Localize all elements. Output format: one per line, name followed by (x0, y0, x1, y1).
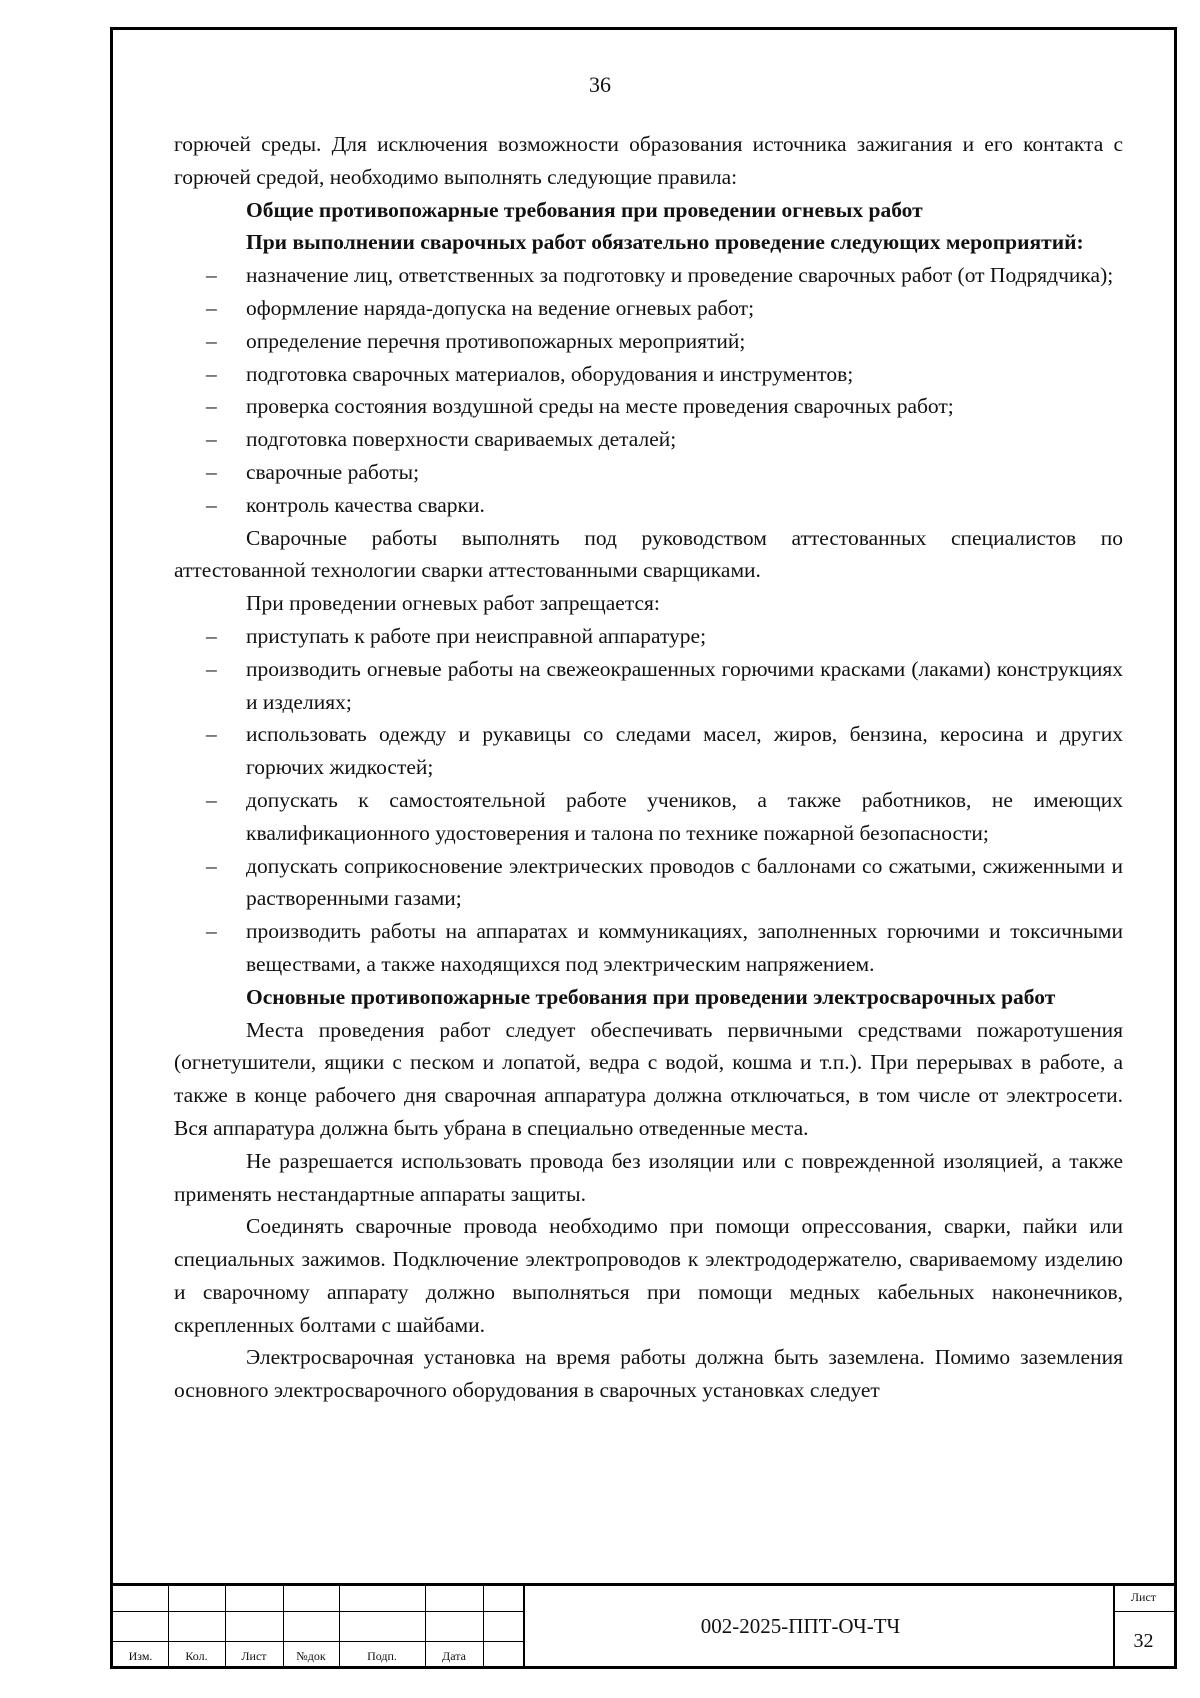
dash-marker: – (206, 919, 217, 944)
list-item (206, 718, 1123, 784)
sheet-number: 32 (1133, 1630, 1154, 1652)
list-item-text: определение перечня противопожарных мероприятий; (246, 328, 746, 353)
caption-doc-number: №док (296, 1649, 326, 1663)
dash-marker: – (206, 623, 217, 648)
document-body (174, 128, 1123, 1407)
list-item (206, 850, 1123, 916)
list-item-text: использовать одежду и рукавицы со следами масел, жиров, бензина, керосина и других горючих жидкостей; (246, 722, 1123, 780)
list-item-text: допускать к самостоятельной работе учеников, а также работников, не имеющих квалификационного удостоверения и талона по технике пожарной безопасности; (246, 787, 1123, 845)
dash-marker: – (206, 295, 217, 320)
caption-revision: Изм. (128, 1649, 153, 1663)
dash-marker: – (206, 459, 217, 484)
dash-marker: – (206, 853, 217, 878)
dash-marker: – (206, 263, 217, 288)
caption-sheet: Лист (241, 1649, 267, 1663)
list-item (206, 423, 1123, 456)
paragraph-grounding: Электросварочная установка на время работы должна быть заземлена. Помимо заземления основного электросварочного оборудования в сварочных установках следует (174, 1345, 1123, 1403)
list-item (206, 325, 1123, 358)
list-item-text: подготовка сварочных материалов, оборудования и инструментов; (246, 361, 854, 386)
dash-marker: – (206, 787, 217, 812)
list-item (206, 358, 1123, 391)
paragraph-certified-welding: Сварочные работы выполнять под руководством аттестованных специалистов по аттестованной технологии сварки аттестованными сварщиками. (174, 525, 1123, 583)
title-block-stamp (113, 1583, 1174, 1666)
paragraph-prohibited-intro: При проведении огневых работ запрещается: (246, 591, 660, 616)
document-code: 002-2025-ППТ-ОЧ-ТЧ (700, 1614, 901, 1638)
list-item (206, 489, 1123, 522)
dash-marker: – (206, 394, 217, 419)
dash-marker: – (206, 722, 217, 747)
dash-marker: – (206, 656, 217, 681)
heading-welding-measures: При выполнении сварочных работ обязательно проведение следующих мероприятий: (246, 230, 1084, 255)
dash-marker: – (206, 328, 217, 353)
paragraph-wire-connection: Соединять сварочные провода необходимо при помощи опрессования, сварки, пайки или специальных зажимов. Подключение электропроводов к электрододержателю, свариваемому изделию и сварочному аппарату должно выполняться при помощи медных кабельных наконечников, скрепленных болтами с шайбами. (174, 1214, 1123, 1337)
dash-marker: – (206, 492, 217, 517)
list-item-text: оформление наряда-допуска на ведение огневых работ; (246, 295, 755, 320)
list-item-text: подготовка поверхности свариваемых деталей; (246, 427, 677, 452)
list-item (206, 292, 1123, 325)
page-number: 36 (589, 72, 611, 97)
prohibited-actions-list (174, 620, 1123, 981)
sheet-caption: Лист (1130, 1590, 1157, 1604)
intro-paragraph: горючей среды. Для исключения возможности образования источника зажигания и его контакта с горючей средой, необходимо выполнять следующие правила: (174, 132, 1123, 189)
list-item (206, 456, 1123, 489)
list-item (206, 784, 1123, 850)
list-item-text: производить огневые работы на свежеокрашенных горючими красками (лаками) конструкциях и изделиях; (246, 656, 1123, 714)
list-item (206, 915, 1123, 981)
caption-quantity: Кол. (185, 1649, 208, 1663)
list-item-text: приступать к работе при неисправной аппаратуре; (246, 623, 707, 648)
list-item (206, 653, 1123, 719)
list-item (206, 259, 1123, 292)
welding-measures-list (174, 259, 1123, 521)
dash-marker: – (206, 361, 217, 386)
dash-marker: – (206, 427, 217, 452)
caption-date: Дата (442, 1649, 466, 1663)
list-item-text: допускать соприкосновение электрических проводов с баллонами со сжатыми, сжиженными и растворенными газами; (246, 853, 1123, 911)
list-item-text: проверка состояния воздушной среды на месте проведения сварочных работ; (246, 394, 954, 419)
list-item-text: производить работы на аппаратах и коммуникациях, заполненных горючими и токсичными веществами, а также находящихся под электрическим напряжением. (246, 919, 1123, 976)
list-item (206, 390, 1123, 423)
list-item-text: контроль качества сварки. (246, 492, 485, 517)
caption-signature: Подп. (367, 1649, 397, 1663)
heading-general-requirements: Общие противопожарные требования при проведении огневых работ (246, 197, 923, 222)
paragraph-wire-insulation: Не разрешается использовать провода без изоляции или с поврежденной изоляцией, а также применять нестандартные аппараты защиты. (174, 1148, 1123, 1206)
list-item-text: назначение лиц, ответственных за подготовку и проведение сварочных работ (от Подрядчика); (246, 263, 1114, 288)
list-item (206, 620, 1123, 653)
paragraph-extinguishing-means: Места проведения работ следует обеспечивать первичными средствами пожаротушения (огнетушители, ящики с песком и лопатой, ведра с водой, кошма и т.п.). При перерывах в работе, а также в конце рабочего дня сварочная аппаратура должна отключаться, в том числе от электросети. Вся аппаратура должна быть убрана в специально отведенные места. (174, 1017, 1123, 1140)
heading-electrowelding-requirements: Основные противопожарные требования при проведении электросварочных работ (246, 984, 1056, 1009)
list-item-text: сварочные работы; (246, 459, 420, 484)
